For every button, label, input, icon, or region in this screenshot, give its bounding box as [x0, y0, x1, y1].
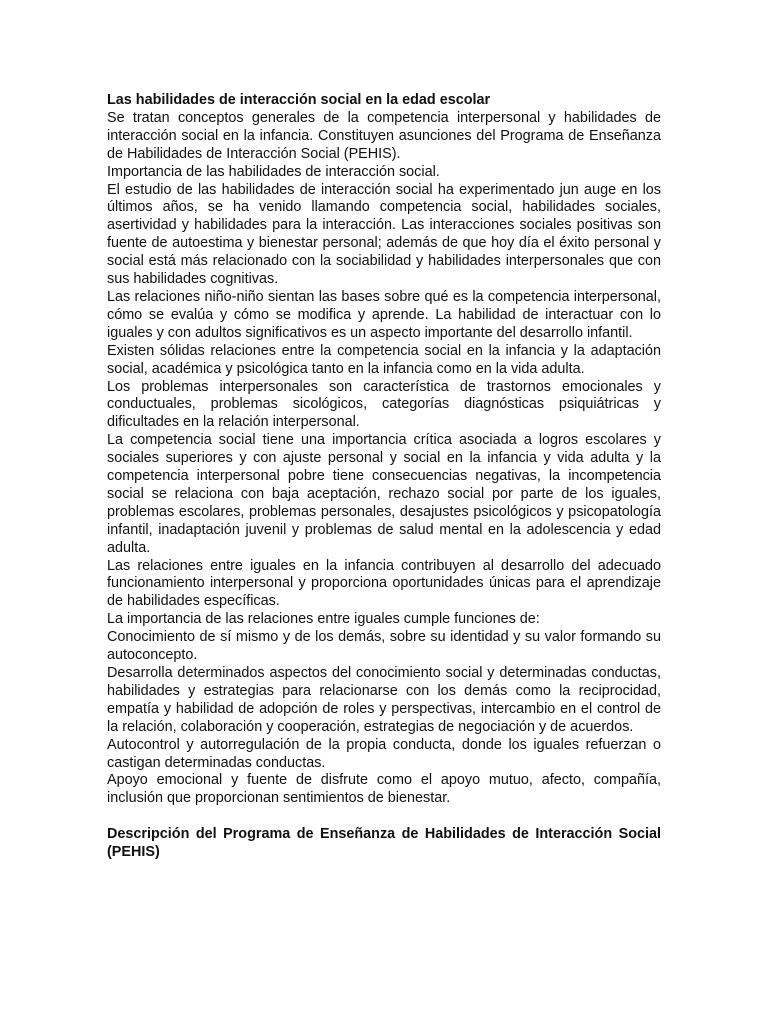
paragraph-child-relations: Las relaciones niño-niño sientan las bases sobre qué es la competencia interpersonal, cómo se evalúa y cómo se modifica y aprende. La habilidad de interactuar con lo iguales y con adultos significativos es un aspecto importante del desarrollo infantil. [107, 288, 661, 341]
paragraph-interpersonal-problems: Los problemas interpersonales son característica de trastornos emocionales y conductuales, problemas sicológicos, categorías diagnósticas psiquiátricas y dificultades en la relación interpersonal. [107, 378, 661, 431]
paragraph-functions-intro: La importancia de las relaciones entre iguales cumple funciones de: [107, 611, 540, 628]
paragraph-study: El estudio de las habilidades de interacción social ha experimentado jun auge en los últimos años, se ha venido llamando competencia social, habilidades sociales, asertividad y habilidades para la interacción. Las interacciones sociales positivas son fuente de autoestima y bienestar personal; además de que hoy día el éxito personal y social está más relacionado con la sociabilidad y habilidades interpersonales que con sus habilidades cognitivas. [107, 181, 661, 288]
paragraph-social-competence: La competencia social tiene una importancia crítica asociada a logros escolares y sociales superiores y con ajuste personal y social en la infancia y vida adulta y la competencia interpersonal pobre tiene consecuencias negativas, la incompetencia social se relaciona con baja aceptación, rechazo social por parte de los iguales, problemas escolares, problemas personales, desajustes psicológicos y psicopatología infantil, inadaptación juvenil y problemas de salud mental en la adolescencia y edad adulta. [107, 432, 661, 556]
section-heading: Descripción del Programa de Enseñanza de Habilidades de Interacción Social (PEHIS) [107, 826, 661, 861]
document-page [107, 92, 661, 862]
paragraph-intro: Se tratan conceptos generales de la competencia interpersonal y habilidades de interacción social en la infancia. Constituyen asunciones del Programa de Enseñanza de Habilidades de Interacción Social (PEHIS). [107, 109, 661, 162]
paragraph-emotional-support: Apoyo emocional y fuente de disfrute como el apoyo mutuo, afecto, compañía, inclusión que proporcionan sentimientos de bienestar. [107, 772, 661, 807]
paragraph-self-control: Autocontrol y autorregulación de la propia conducta, donde los iguales refuerzan o castigan determinadas conductas. [107, 736, 661, 771]
paragraph-social-knowledge: Desarrolla determinados aspectos del conocimiento social y determinadas conductas, habilidades y estrategias para relacionarse con los demás como la reciprocidad, empatía y habilidad de adopción de roles y perspectivas, intercambio en el control de la relación, colaboración y cooperación, estrategias de negociación y de acuerdos. [107, 665, 661, 735]
paragraph-peer-relations: Las relaciones entre iguales en la infancia contribuyen al desarrollo del adecuado funcionamiento interpersonal y proporciona oportunidades únicas para el aprendizaje de habilidades específicas. [107, 557, 661, 610]
paragraph-importance-label: Importancia de las habilidades de interacción social. [107, 163, 440, 180]
paragraph-solid-relations: Existen sólidas relaciones entre la competencia social en la infancia y la adaptación social, académica y psicológica tanto en la infancia como en la vida adulta. [107, 342, 661, 377]
paragraph-self-knowledge: Conocimiento de sí mismo y de los demás, sobre su identidad y su valor formando su autoconcepto. [107, 629, 661, 664]
paragraph-spacer [107, 808, 661, 826]
document-title: Las habilidades de interacción social en la edad escolar [107, 92, 491, 108]
